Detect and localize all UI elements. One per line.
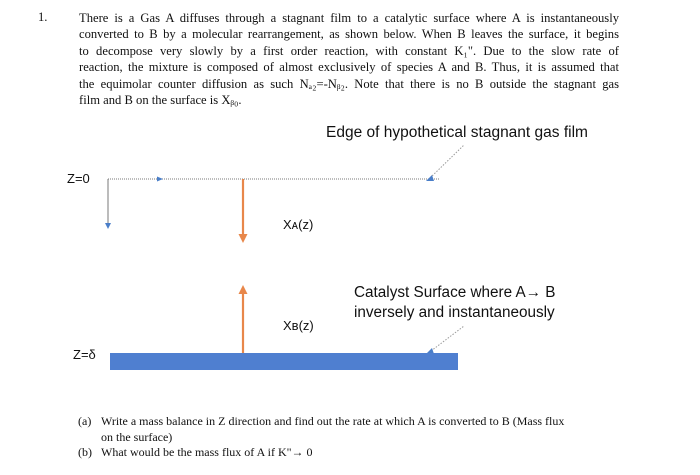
z0-horizontal-arrowhead xyxy=(157,177,163,182)
problem-number: 1. xyxy=(38,10,48,24)
question-text: What would be the mass flux of A if K"→ 0 xyxy=(101,445,313,459)
z0-vertical-arrowhead xyxy=(105,223,111,229)
question-list xyxy=(78,414,638,461)
xb-label: Xв(z) xyxy=(283,318,314,333)
xa-label: Xᴀ(z) xyxy=(283,217,314,232)
question-text: Write a mass balance in Z direction and find out the rate at which A is converted to B (Mass flux xyxy=(101,414,565,428)
edge-leader-line xyxy=(430,145,464,178)
problem-line: There is a Gas A diffuses through a stagnant film to a catalytic surface where A is instantaneously xyxy=(79,11,619,25)
question-text: on the surface) xyxy=(101,429,173,444)
problem-line: to decompose very slowly by a first order reaction, with constant K₁". Due to the slow rate of xyxy=(79,43,619,58)
catalyst-leader-line xyxy=(431,326,464,351)
film-edge-label: Edge of hypothetical stagnant gas film xyxy=(326,124,588,141)
xa-arrow-head xyxy=(239,234,248,243)
question-item xyxy=(78,445,638,461)
problem-line: film and B on the surface is Xᵦ₀. xyxy=(79,93,242,108)
question-letter: (a) xyxy=(78,414,92,428)
xb-arrow-head xyxy=(239,285,248,294)
problem-line: converted to B by a molecular rearrangement, as shown below. When B leaves the surface, it begins xyxy=(79,27,619,42)
catalyst-surface-label xyxy=(354,283,556,323)
question-letter: (b) xyxy=(78,445,92,459)
zdelta-label: Z=δ xyxy=(73,347,96,362)
catalyst-label-line: Catalyst Surface where A→ B xyxy=(354,284,556,301)
catalyst-label-line: inversely and instantaneously xyxy=(354,304,555,321)
problem-line: reaction, the mixture is composed of almost exclusively of species A and B. Thus, it is assumed that xyxy=(79,60,619,75)
catalyst-surface-bar xyxy=(110,353,458,370)
problem-line: the equimolar counter diffusion as such Nₐ₂=-Nᵦ₂. Note that there is no B outside the stagnant gas xyxy=(79,76,619,91)
z0-label: Z=0 xyxy=(67,171,90,186)
question-item xyxy=(78,414,638,445)
